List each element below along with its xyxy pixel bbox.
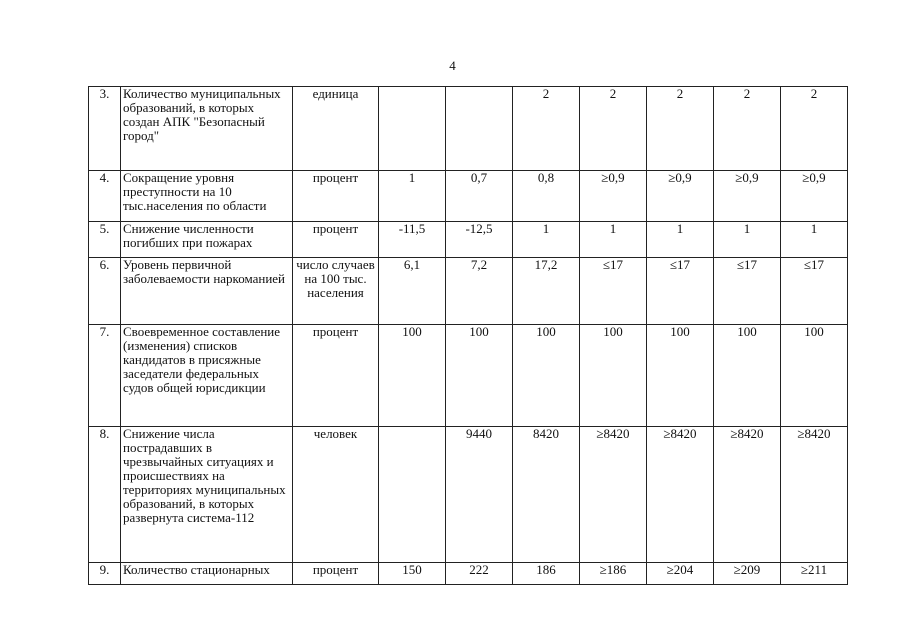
value-cell: ≥0,9	[580, 171, 647, 222]
row-number: 9.	[89, 563, 121, 585]
indicator-name: Снижение численности погибших при пожарах	[121, 222, 293, 258]
indicator-name: Сокращение уровня преступности на 10 тыс.населения по области	[121, 171, 293, 222]
indicator-name: Снижение числа пострадавших в чрезвычайных ситуациях и происшествиях на территориях муниципальных образований, в которых развернута система-112	[121, 427, 293, 563]
value-cell: ≥209	[714, 563, 781, 585]
value-cell: 150	[379, 563, 446, 585]
value-cell: 222	[446, 563, 513, 585]
value-cell: -12,5	[446, 222, 513, 258]
value-cell: 17,2	[513, 258, 580, 325]
unit-cell: единица	[293, 87, 379, 171]
value-cell: 2	[580, 87, 647, 171]
value-cell: ≤17	[580, 258, 647, 325]
unit-cell: процент	[293, 563, 379, 585]
value-cell: 0,8	[513, 171, 580, 222]
value-cell: 1	[647, 222, 714, 258]
value-cell: 7,2	[446, 258, 513, 325]
value-cell	[446, 87, 513, 171]
value-cell: ≥8420	[580, 427, 647, 563]
unit-cell: человек	[293, 427, 379, 563]
value-cell: 2	[781, 87, 848, 171]
unit-cell: число случаев на 100 тыс. населения	[293, 258, 379, 325]
value-cell: 100	[781, 325, 848, 427]
value-cell: -11,5	[379, 222, 446, 258]
value-cell: 1	[714, 222, 781, 258]
value-cell: 100	[580, 325, 647, 427]
table-row	[89, 258, 848, 325]
unit-cell: процент	[293, 222, 379, 258]
indicator-name: Количество стационарных	[121, 563, 293, 585]
table-row	[89, 563, 848, 585]
value-cell: 100	[714, 325, 781, 427]
value-cell: 0,7	[446, 171, 513, 222]
table-row	[89, 87, 848, 171]
row-number: 3.	[89, 87, 121, 171]
table-row	[89, 222, 848, 258]
value-cell: 8420	[513, 427, 580, 563]
table-row	[89, 171, 848, 222]
row-number: 5.	[89, 222, 121, 258]
unit-cell: процент	[293, 325, 379, 427]
value-cell: 100	[513, 325, 580, 427]
value-cell: 2	[714, 87, 781, 171]
value-cell	[379, 427, 446, 563]
value-cell: ≥204	[647, 563, 714, 585]
value-cell: ≥211	[781, 563, 848, 585]
value-cell: 1	[580, 222, 647, 258]
value-cell: ≤17	[647, 258, 714, 325]
value-cell	[379, 87, 446, 171]
indicator-name: Количество муниципальных образований, в которых создан АПК "Безопасный город"	[121, 87, 293, 171]
value-cell: ≤17	[714, 258, 781, 325]
indicators-table	[88, 86, 848, 585]
row-number: 8.	[89, 427, 121, 563]
value-cell: 2	[513, 87, 580, 171]
value-cell: ≥0,9	[714, 171, 781, 222]
value-cell: ≥0,9	[647, 171, 714, 222]
unit-cell: процент	[293, 171, 379, 222]
value-cell: ≥186	[580, 563, 647, 585]
table-row	[89, 427, 848, 563]
value-cell: ≥8420	[647, 427, 714, 563]
value-cell: 1	[379, 171, 446, 222]
value-cell: 100	[446, 325, 513, 427]
value-cell: 100	[647, 325, 714, 427]
row-number: 6.	[89, 258, 121, 325]
value-cell: 186	[513, 563, 580, 585]
value-cell: ≥8420	[781, 427, 848, 563]
value-cell: ≥0,9	[781, 171, 848, 222]
indicator-name: Своевременное составление (изменения) списков кандидатов в присяжные заседатели федеральных судов общей юрисдикции	[121, 325, 293, 427]
row-number: 7.	[89, 325, 121, 427]
table-row	[89, 325, 848, 427]
value-cell: ≤17	[781, 258, 848, 325]
row-number: 4.	[89, 171, 121, 222]
value-cell: 9440	[446, 427, 513, 563]
page-number: 4	[449, 58, 456, 73]
value-cell: 100	[379, 325, 446, 427]
value-cell: 1	[513, 222, 580, 258]
value-cell: ≥8420	[714, 427, 781, 563]
value-cell: 6,1	[379, 258, 446, 325]
value-cell: 2	[647, 87, 714, 171]
indicator-name: Уровень первичной заболеваемости наркоманией	[121, 258, 293, 325]
value-cell: 1	[781, 222, 848, 258]
